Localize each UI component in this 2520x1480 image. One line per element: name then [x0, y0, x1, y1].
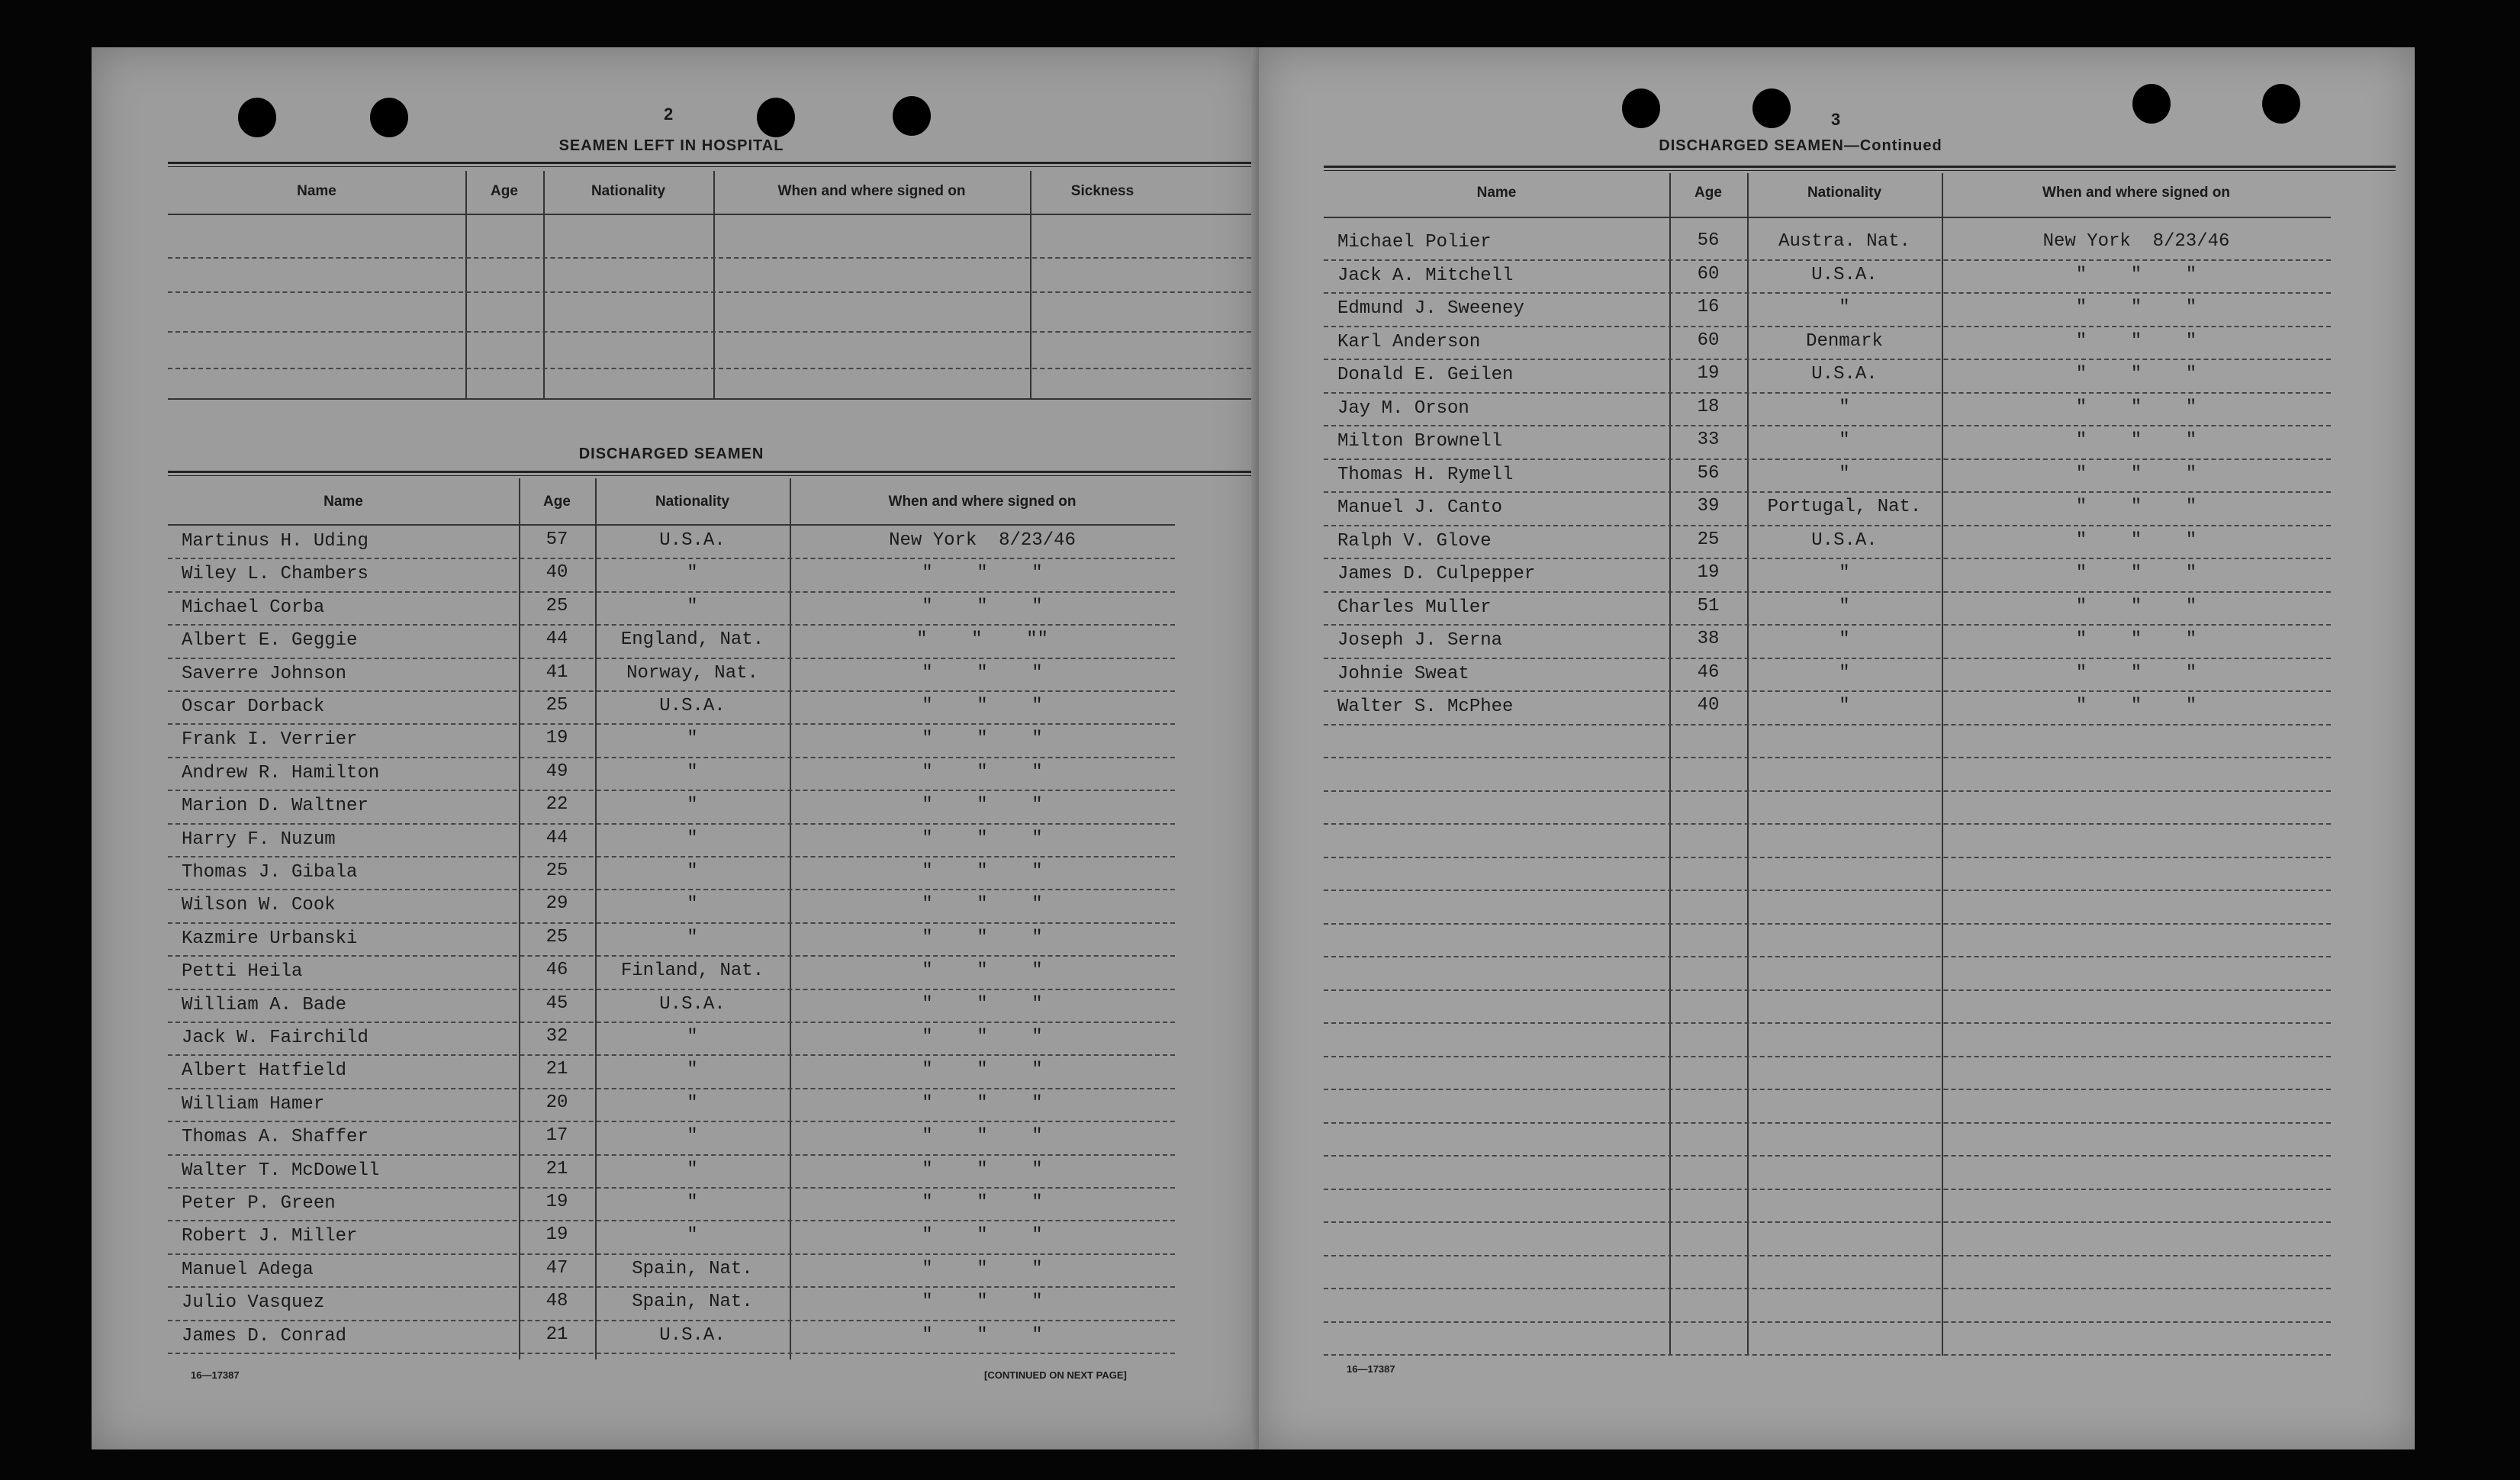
left-row-rule — [168, 955, 1175, 957]
left-age-cell: 25 — [546, 861, 568, 881]
right-row-rule — [1324, 1056, 2331, 1057]
left-row-rule — [168, 1088, 1175, 1089]
left-age-cell: 46 — [546, 960, 568, 981]
left-age-cell: 21 — [546, 1059, 568, 1080]
left-signed-on-cell: New York 8/23/46 — [889, 530, 1076, 551]
left-nationality-cell: " — [687, 761, 698, 783]
right-nationality-cell: " — [1839, 662, 1850, 684]
right-name-cell: Milton Brownell — [1337, 431, 1503, 452]
left-age-cell: 22 — [546, 794, 568, 816]
left-row-rule — [168, 558, 1175, 559]
left-name-cell: Saverre Johnson — [182, 663, 347, 684]
right-signed-on-cell: " " " — [2075, 364, 2197, 384]
left-signed-on-cell: " " " — [922, 828, 1043, 849]
left-row-rule — [168, 823, 1175, 825]
left-signed-on-cell: " " "" — [916, 629, 1048, 651]
punch-hole — [2132, 84, 2171, 124]
left-signed-on-cell: " " " — [922, 761, 1043, 783]
left-signed-on-cell: " " " — [922, 696, 1043, 716]
hospital-col-divider — [543, 171, 545, 398]
left-age-cell: 19 — [546, 1224, 568, 1246]
right-col-divider — [1747, 173, 1749, 1356]
right-age-cell: 46 — [1697, 661, 1720, 683]
right-row-rule — [1324, 326, 2331, 327]
right-row-rule — [1324, 1321, 2331, 1323]
hospital-col-divider — [465, 171, 467, 398]
left-name-cell: William Hamer — [182, 1093, 325, 1115]
right-age-cell: 18 — [1697, 396, 1720, 417]
left-name-cell: Petti Heila — [182, 961, 303, 983]
right-row-rule — [1324, 923, 2331, 925]
right-row-rule — [1324, 425, 2331, 426]
left-nationality-cell: " — [687, 861, 698, 882]
right-signed-on-cell: " " " — [2075, 397, 2197, 418]
right-row-rule — [1324, 1255, 2331, 1256]
left-row-rule — [168, 690, 1175, 692]
right-age-cell: 51 — [1697, 595, 1720, 616]
right-age-cell: 56 — [1697, 230, 1720, 251]
right-header-name: Name — [1476, 185, 1517, 201]
right-row-rule — [1324, 757, 2331, 758]
right-signed-on-cell: " " " — [2075, 662, 2197, 684]
right-row-rule — [1324, 491, 2331, 493]
right-nationality-cell: U.S.A. — [1811, 529, 1878, 551]
right-name-cell: Joseph J. Serna — [1337, 630, 1503, 651]
left-signed-on-cell: " " " — [922, 662, 1043, 684]
right-age-cell: 60 — [1697, 263, 1720, 285]
left-age-cell: 57 — [546, 529, 568, 550]
left-nationality-cell: " — [687, 1060, 698, 1081]
right-name-cell: Walter S. McPhee — [1337, 697, 1514, 717]
hospital-header-name: Name — [297, 183, 336, 199]
left-age-cell: 48 — [546, 1291, 568, 1312]
left-name-cell: Albert Hatfield — [182, 1060, 347, 1082]
hospital-row-rule — [168, 331, 1259, 333]
left-nationality-cell: Spain, Nat. — [632, 1292, 753, 1313]
left-row-rule — [168, 1253, 1175, 1255]
right-header-nationality: Nationality — [1807, 185, 1882, 201]
left-row-rule — [168, 723, 1175, 725]
right-header-rule — [1324, 217, 2331, 218]
form-number-left: 16—17387 — [191, 1369, 240, 1381]
left-signed-on-cell: " " " — [922, 1060, 1043, 1081]
left-name-cell: Walter T. McDowell — [182, 1160, 380, 1181]
left-nationality-cell: U.S.A. — [659, 530, 726, 551]
right-nationality-cell: Denmark — [1806, 330, 1883, 352]
page-number-left: 2 — [664, 105, 674, 124]
left-row-rule — [168, 1353, 1175, 1354]
page-number-right: 3 — [1831, 110, 1841, 129]
left-name-cell: Marion D. Waltner — [182, 796, 369, 817]
left-name-cell: Wiley L. Chambers — [182, 564, 369, 585]
left-name-cell: Michael Corba — [182, 597, 325, 618]
right-nationality-cell: " — [1839, 596, 1850, 617]
punch-hole — [1622, 88, 1660, 128]
right-age-cell: 19 — [1697, 562, 1720, 583]
left-name-cell: Kazmire Urbanski — [182, 928, 358, 949]
left-name-cell: William A. Bade — [182, 994, 347, 1015]
right-signed-on-cell: " " " — [2075, 430, 2197, 451]
right-age-cell: 38 — [1697, 629, 1720, 649]
left-nationality-cell: " — [687, 1092, 698, 1114]
left-signed-on-cell: " " " — [922, 1258, 1043, 1279]
right-signed-on-cell: " " " — [2075, 629, 2197, 650]
right-row-rule — [1324, 658, 2331, 659]
left-row-rule — [168, 1187, 1175, 1189]
right-age-cell: 16 — [1697, 297, 1720, 317]
right-col-divider — [1669, 173, 1671, 1356]
punch-hole — [757, 98, 795, 137]
right-name-cell: Jack A. Mitchell — [1337, 265, 1514, 286]
right-row-rule — [1324, 624, 2331, 626]
left-signed-on-cell: " " " — [922, 1324, 1043, 1346]
left-signed-on-cell: " " " — [922, 960, 1043, 982]
left-nationality-cell: " — [687, 1126, 698, 1147]
right-row-rule — [1324, 259, 2331, 261]
right-signed-on-cell: " " " — [2075, 696, 2197, 716]
left-name-cell: Jack W. Fairchild — [182, 1028, 369, 1048]
left-signed-on-cell: " " " — [922, 927, 1043, 948]
left-nationality-cell: " — [687, 894, 698, 915]
left-age-cell: 49 — [546, 761, 568, 782]
right-nationality-cell: " — [1839, 430, 1850, 451]
left-signed-on-cell: " " " — [922, 563, 1043, 584]
right-row-rule — [1324, 857, 2331, 858]
left-signed-on-cell: " " " — [922, 894, 1043, 915]
right-row-rule — [1324, 525, 2331, 526]
left-name-cell: Thomas A. Shaffer — [182, 1127, 369, 1148]
left-nationality-cell: " — [687, 596, 698, 617]
left-nationality-cell: England, Nat. — [620, 629, 764, 651]
left-nationality-cell: " — [687, 729, 698, 750]
right-row-rule — [1324, 690, 2331, 692]
form-number-right: 16—17387 — [1347, 1363, 1395, 1375]
punch-hole — [370, 98, 408, 137]
right-row-rule — [1324, 1155, 2331, 1157]
left-signed-on-cell: " " " — [922, 1126, 1043, 1147]
right-age-cell: 56 — [1697, 462, 1720, 484]
left-signed-on-cell: " " " — [922, 861, 1043, 882]
left-name-cell: Oscar Dorback — [182, 697, 325, 717]
right-nationality-cell: " — [1839, 696, 1850, 716]
left-signed-on-cell: " " " — [922, 993, 1043, 1015]
right-age-cell: 19 — [1697, 363, 1720, 384]
left-name-cell: Albert E. Geggie — [182, 630, 358, 652]
right-nationality-cell: " — [1839, 563, 1850, 584]
hospital-header-signed-on: When and where signed on — [777, 183, 966, 199]
left-age-cell: 25 — [546, 695, 568, 716]
left-nationality-cell: U.S.A. — [659, 696, 726, 716]
right-signed-on-cell: " " " — [2075, 463, 2197, 484]
right-row-rule — [1324, 1089, 2331, 1090]
left-row-rule — [168, 1054, 1175, 1056]
left-name-cell: Frank I. Verrier — [182, 729, 358, 751]
left-signed-on-cell: " " " — [922, 729, 1043, 750]
right-header-signed-on: When and where signed on — [2042, 185, 2230, 201]
left-age-cell: 19 — [546, 728, 568, 749]
left-age-cell: 44 — [546, 827, 568, 848]
left-nationality-cell: Norway, Nat. — [626, 662, 758, 684]
left-age-cell: 21 — [546, 1324, 568, 1345]
right-age-cell: 40 — [1697, 695, 1720, 716]
right-row-rule — [1324, 458, 2331, 460]
left-name-cell: Peter P. Green — [182, 1193, 336, 1214]
right-row-rule — [1324, 591, 2331, 593]
left-header-signed-on: When and where signed on — [888, 494, 1077, 510]
right-row-rule — [1324, 1288, 2331, 1289]
right-signed-on-cell: " " " — [2075, 264, 2197, 285]
right-nationality-cell: " — [1839, 397, 1850, 418]
left-row-rule — [168, 790, 1175, 791]
discharged-top-rule — [168, 471, 1259, 476]
right-row-rule — [1324, 359, 2331, 360]
left-age-cell: 25 — [546, 926, 568, 948]
right-nationality-cell: " — [1839, 298, 1850, 318]
right-signed-on-cell: " " " — [2075, 596, 2197, 617]
right-nationality-cell: Portugal, Nat. — [1767, 497, 1922, 517]
hospital-row-rule — [168, 368, 1259, 369]
hospital-header-age: Age — [491, 183, 518, 199]
left-signed-on-cell: " " " — [922, 1027, 1043, 1047]
left-signed-on-cell: " " " — [922, 795, 1043, 816]
discharged-section-title: DISCHARGED SEAMEN — [578, 446, 764, 462]
left-nationality-cell: " — [687, 1192, 698, 1213]
left-header-age: Age — [543, 494, 571, 510]
right-nationality-cell: " — [1839, 629, 1850, 650]
right-row-rule — [1324, 392, 2331, 394]
right-row-rule — [1324, 890, 2331, 891]
right-page — [1259, 47, 2415, 1449]
left-row-rule — [168, 1022, 1175, 1023]
left-nationality-cell: " — [687, 828, 698, 849]
left-name-cell: Andrew R. Hamilton — [182, 762, 380, 783]
left-header-rule — [168, 524, 1175, 526]
left-age-cell: 29 — [546, 893, 568, 915]
right-row-rule — [1324, 1221, 2331, 1223]
left-name-cell: Wilson W. Cook — [182, 895, 336, 916]
left-name-cell: Thomas J. Gibala — [182, 862, 358, 883]
right-row-rule — [1324, 956, 2331, 957]
hospital-bottom-rule — [168, 398, 1259, 400]
right-row-rule — [1324, 823, 2331, 825]
left-name-cell: James D. Conrad — [182, 1325, 347, 1346]
left-row-rule — [168, 856, 1175, 857]
left-nationality-cell: " — [687, 1225, 698, 1247]
left-age-cell: 25 — [546, 595, 568, 616]
right-name-cell: Thomas H. Rymell — [1337, 464, 1514, 485]
left-row-rule — [168, 1220, 1175, 1221]
left-signed-on-cell: " " " — [922, 1159, 1043, 1180]
right-row-rule — [1324, 1022, 2331, 1024]
right-row-rule — [1324, 989, 2331, 991]
punch-hole — [1752, 88, 1791, 128]
right-nationality-cell: Austra. Nat. — [1778, 231, 1910, 252]
right-header-age: Age — [1694, 185, 1722, 201]
left-nationality-cell: " — [687, 1027, 698, 1047]
right-top-rule — [1324, 166, 2396, 171]
right-row-rule — [1324, 1354, 2331, 1356]
punch-hole — [893, 96, 931, 136]
left-row-rule — [168, 1320, 1175, 1321]
right-signed-on-cell: " " " — [2075, 563, 2197, 584]
left-row-rule — [168, 658, 1175, 659]
left-nationality-cell: " — [687, 563, 698, 584]
left-row-rule — [168, 922, 1175, 924]
right-row-rule — [1324, 1189, 2331, 1190]
left-signed-on-cell: " " " — [922, 1225, 1043, 1247]
left-header-name: Name — [323, 494, 363, 510]
right-age-cell: 33 — [1697, 430, 1720, 450]
hospital-row-rule — [168, 257, 1259, 259]
right-age-cell: 39 — [1697, 496, 1720, 516]
right-age-cell: 60 — [1697, 330, 1720, 351]
left-page — [92, 47, 1259, 1449]
hospital-top-rule — [168, 162, 1259, 167]
left-row-rule — [168, 624, 1175, 626]
left-row-rule — [168, 1286, 1175, 1288]
left-nationality-cell: U.S.A. — [659, 993, 726, 1015]
left-signed-on-cell: " " " — [922, 1292, 1043, 1313]
left-name-cell: Manuel Adega — [182, 1259, 314, 1280]
right-signed-on-cell: " " " — [2075, 529, 2197, 551]
left-age-cell: 40 — [546, 562, 568, 584]
right-age-cell: 25 — [1697, 529, 1720, 550]
continued-note: [CONTINUED ON NEXT PAGE] — [984, 1369, 1127, 1381]
left-nationality-cell: " — [687, 1159, 698, 1180]
right-nationality-cell: U.S.A. — [1811, 364, 1878, 384]
hospital-col-divider — [1030, 171, 1031, 398]
left-age-cell: 47 — [546, 1257, 568, 1279]
left-nationality-cell: " — [687, 795, 698, 816]
right-name-cell: Charles Muller — [1337, 597, 1492, 618]
left-signed-on-cell: " " " — [922, 1092, 1043, 1114]
right-row-rule — [1324, 790, 2331, 792]
left-age-cell: 20 — [546, 1092, 568, 1113]
left-nationality-cell: Spain, Nat. — [632, 1258, 753, 1279]
right-row-rule — [1324, 558, 2331, 559]
left-age-cell: 21 — [546, 1158, 568, 1179]
left-age-cell: 19 — [546, 1192, 568, 1212]
left-row-rule — [168, 1154, 1175, 1156]
right-signed-on-cell: New York 8/23/46 — [2042, 231, 2230, 252]
hospital-col-divider — [713, 171, 715, 398]
left-nationality-cell: U.S.A. — [659, 1324, 726, 1346]
hospital-section-title: SEAMEN LEFT IN HOSPITAL — [558, 137, 784, 154]
left-age-cell: 44 — [546, 629, 568, 650]
left-age-cell: 17 — [546, 1125, 568, 1147]
right-row-rule — [1324, 724, 2331, 726]
left-nationality-cell: Finland, Nat. — [620, 960, 764, 982]
left-name-cell: Harry F. Nuzum — [182, 828, 336, 850]
right-row-rule — [1324, 292, 2331, 294]
left-row-rule — [168, 989, 1175, 990]
left-row-rule — [168, 591, 1175, 593]
right-signed-on-cell: " " " — [2075, 330, 2197, 352]
left-age-cell: 32 — [546, 1026, 568, 1047]
right-name-cell: Manuel J. Canto — [1337, 497, 1503, 518]
left-row-rule — [168, 757, 1175, 758]
left-age-cell: 45 — [546, 993, 568, 1014]
left-age-cell: 41 — [546, 661, 568, 683]
hospital-row-rule — [168, 291, 1259, 293]
left-nationality-cell: " — [687, 927, 698, 948]
right-name-cell: Jay M. Orson — [1337, 397, 1469, 419]
right-signed-on-cell: " " " — [2075, 298, 2197, 318]
left-signed-on-cell: " " " — [922, 1192, 1043, 1213]
punch-hole — [2262, 84, 2300, 124]
right-nationality-cell: " — [1839, 463, 1850, 484]
right-col-divider — [1942, 173, 1943, 1356]
right-name-cell: James D. Culpepper — [1337, 564, 1536, 584]
left-name-cell: Julio Vasquez — [182, 1292, 325, 1314]
left-name-cell: Robert J. Miller — [182, 1226, 358, 1247]
right-name-cell: Michael Polier — [1337, 232, 1492, 253]
left-row-rule — [168, 889, 1175, 890]
right-name-cell: Karl Anderson — [1337, 331, 1481, 352]
hospital-header-nationality: Nationality — [591, 183, 666, 199]
hospital-header-sickness: Sickness — [1070, 183, 1134, 199]
right-name-cell: Donald E. Geilen — [1337, 365, 1514, 385]
right-name-cell: Ralph V. Glove — [1337, 530, 1492, 552]
right-name-cell: Johnie Sweat — [1337, 663, 1469, 684]
left-row-rule — [168, 1121, 1175, 1122]
right-name-cell: Edmund J. Sweeney — [1337, 298, 1524, 319]
right-section-title: DISCHARGED SEAMEN—Continued — [1659, 137, 1942, 154]
left-header-nationality: Nationality — [655, 494, 730, 510]
left-signed-on-cell: " " " — [922, 596, 1043, 617]
punch-hole — [238, 98, 276, 137]
right-nationality-cell: U.S.A. — [1811, 264, 1878, 285]
right-row-rule — [1324, 1122, 2331, 1124]
right-signed-on-cell: " " " — [2075, 497, 2197, 517]
left-name-cell: Martinus H. Uding — [182, 531, 369, 552]
